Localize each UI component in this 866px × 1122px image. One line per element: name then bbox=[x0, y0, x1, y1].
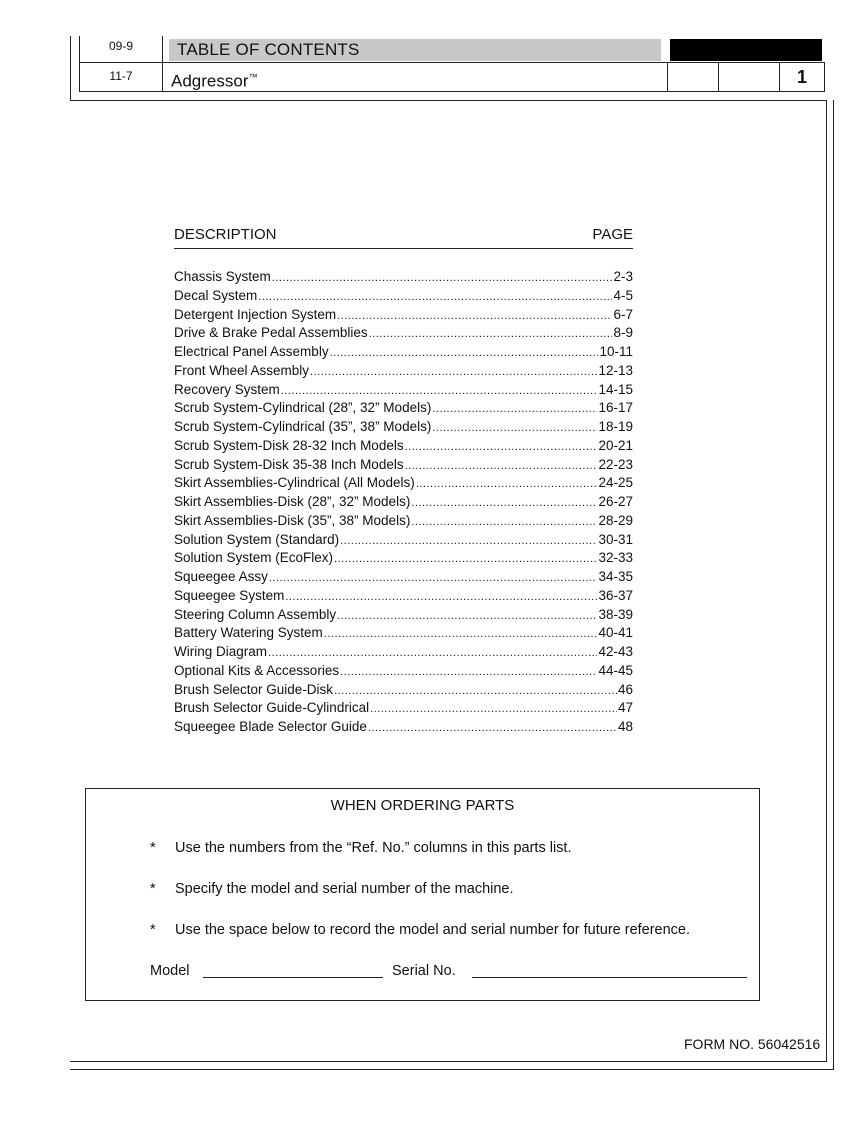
toc-dot-leader bbox=[272, 268, 613, 287]
toc-dot-leader bbox=[368, 718, 617, 737]
toc-dot-leader bbox=[258, 287, 612, 306]
toc-dot-leader bbox=[310, 362, 597, 381]
toc-entry-page: 28-29 bbox=[598, 512, 633, 528]
toc-dot-leader bbox=[285, 587, 597, 606]
toc-entry-title: Scrub System-Disk 35-38 Inch Models bbox=[174, 456, 404, 472]
toc-dot-leader bbox=[330, 343, 599, 362]
toc-entry-page: 46 bbox=[617, 681, 633, 697]
toc-entry-page: 48 bbox=[617, 719, 633, 734]
toc-dot-leader bbox=[334, 681, 617, 700]
toc-column-description: DESCRIPTION bbox=[174, 226, 277, 243]
toc-entry bbox=[174, 362, 633, 381]
toc-entry-title: Detergent Injection System bbox=[174, 306, 337, 322]
toc-dot-leader bbox=[369, 324, 613, 343]
toc-entry-page: 14-15 bbox=[598, 381, 633, 397]
toc-entry-title: Scrub System-Cylindrical (28”, 32” Models) bbox=[174, 400, 432, 416]
revision-code-bottom: 11-7 bbox=[79, 62, 163, 92]
toc-entry-page: 44-45 bbox=[598, 662, 633, 678]
toc-entry bbox=[174, 493, 633, 512]
toc-dot-leader bbox=[370, 699, 617, 718]
toc-entry bbox=[174, 624, 633, 643]
toc-entry-title: Brush Selector Guide-Disk bbox=[174, 681, 334, 697]
toc-entry bbox=[174, 287, 633, 306]
toc-entry bbox=[174, 399, 633, 418]
toc-entry-page: 32-33 bbox=[598, 550, 633, 566]
toc-entry bbox=[174, 568, 633, 587]
toc-entry-title: Electrical Panel Assembly bbox=[174, 344, 329, 359]
toc-dot-leader bbox=[405, 437, 598, 456]
ordering-bullet-text: Use the space below to record the model and serial number for future reference. bbox=[175, 922, 691, 938]
toc-entry-title: Brush Selector Guide-Cylindrical bbox=[174, 700, 370, 716]
toc-entry bbox=[174, 343, 633, 362]
toc-entry-page: 42-43 bbox=[598, 644, 633, 659]
toc-entry bbox=[174, 606, 633, 625]
toc-entry-page: 18-19 bbox=[598, 419, 633, 434]
frame-line-bottom-inner bbox=[70, 1061, 827, 1062]
toc-entry-title: Scrub System-Disk 28-32 Inch Models bbox=[174, 437, 404, 453]
toc-dot-leader bbox=[405, 456, 598, 475]
ordering-parts-box bbox=[85, 788, 760, 1001]
toc-entry-page: 26-27 bbox=[598, 494, 633, 509]
ordering-title: WHEN ORDERING PARTS bbox=[330, 797, 515, 814]
toc-dot-leader bbox=[334, 549, 597, 568]
toc-entry-title: Decal System bbox=[174, 287, 258, 303]
toc-dot-leader bbox=[324, 624, 598, 643]
toc-entry-page: 10-11 bbox=[599, 344, 633, 359]
page-header bbox=[79, 36, 825, 92]
toc-column-page: PAGE bbox=[592, 226, 633, 243]
toc-entry-title: Scrub System-Cylindrical (35”, 38” Models) bbox=[174, 419, 432, 434]
toc-entry-page: 47 bbox=[617, 700, 633, 716]
toc-entry-page: 36-37 bbox=[598, 587, 633, 603]
toc-entry-page: 22-23 bbox=[598, 456, 633, 472]
toc-entry bbox=[174, 437, 633, 456]
table-of-contents bbox=[174, 226, 633, 737]
toc-entry-title: Squeegee Blade Selector Guide bbox=[174, 719, 367, 734]
ordering-bullet bbox=[150, 881, 514, 897]
toc-entry bbox=[174, 418, 633, 437]
toc-dot-leader bbox=[432, 418, 597, 437]
ordering-bullet-text: Use the numbers from the “Ref. No.” columns in this parts list. bbox=[175, 840, 572, 856]
trademark-symbol: ™ bbox=[248, 72, 258, 82]
serial-number-write-in-line[interactable] bbox=[472, 977, 747, 978]
model-write-in-line[interactable] bbox=[203, 977, 383, 978]
toc-entry bbox=[174, 587, 633, 606]
toc-entry-page: 40-41 bbox=[598, 625, 633, 641]
toc-entry bbox=[174, 531, 633, 550]
page-number: 1 bbox=[779, 62, 825, 92]
bullet-star: * bbox=[150, 881, 156, 897]
toc-dot-leader bbox=[340, 662, 597, 681]
toc-dot-leader bbox=[432, 399, 597, 418]
toc-entry bbox=[174, 681, 633, 700]
toc-entry-page: 24-25 bbox=[598, 475, 633, 491]
toc-entry-title: Steering Column Assembly bbox=[174, 606, 337, 622]
toc-entry-title: Skirt Assemblies-Disk (35”, 38” Models) bbox=[174, 512, 411, 528]
ordering-bullet-text: Specify the model and serial number of the machine. bbox=[175, 881, 514, 897]
frame-line-right-outer bbox=[833, 100, 834, 1070]
toc-dot-leader bbox=[337, 606, 597, 625]
toc-entry-page: 2-3 bbox=[613, 269, 633, 284]
toc-entry bbox=[174, 306, 633, 325]
page-title: TABLE OF CONTENTS bbox=[169, 39, 661, 61]
toc-entry bbox=[174, 662, 633, 681]
toc-entry bbox=[174, 456, 633, 475]
toc-entry bbox=[174, 699, 633, 718]
bullet-star: * bbox=[150, 922, 156, 938]
toc-entry-title: Drive & Brake Pedal Assemblies bbox=[174, 325, 368, 341]
toc-entry-title: Skirt Assemblies-Disk (28”, 32” Models) bbox=[174, 494, 411, 509]
frame-line-bottom-outer bbox=[70, 1069, 834, 1070]
toc-entry-page: 16-17 bbox=[598, 400, 633, 416]
toc-entry bbox=[174, 381, 633, 400]
toc-entry-page: 34-35 bbox=[598, 569, 633, 584]
toc-entry-page: 20-21 bbox=[598, 437, 633, 453]
toc-dot-leader bbox=[411, 493, 597, 512]
toc-dot-leader bbox=[281, 381, 598, 400]
toc-entry-page: 6-7 bbox=[613, 306, 633, 322]
toc-entry-page: 38-39 bbox=[598, 606, 633, 622]
toc-dot-leader bbox=[411, 512, 597, 531]
form-number: FORM NO. 56042516 bbox=[684, 1036, 821, 1052]
toc-entry-title: Optional Kits & Accessories bbox=[174, 662, 340, 678]
toc-entry bbox=[174, 549, 633, 568]
toc-entry-page: 8-9 bbox=[613, 325, 633, 341]
toc-entry bbox=[174, 268, 633, 287]
toc-entry-title: Chassis System bbox=[174, 269, 271, 284]
bullet-star: * bbox=[150, 840, 156, 856]
toc-entry-title: Solution System (EcoFlex) bbox=[174, 550, 334, 566]
product-name-text: Adgressor bbox=[171, 71, 249, 91]
toc-header bbox=[174, 226, 633, 249]
toc-entry-title: Battery Watering System bbox=[174, 625, 323, 641]
ordering-bullet bbox=[150, 840, 571, 856]
revision-code-top: 09-9 bbox=[79, 36, 163, 62]
frame-line-right-inner bbox=[826, 100, 827, 1062]
toc-entry bbox=[174, 324, 633, 343]
toc-entry-title: Wiring Diagram bbox=[174, 644, 268, 659]
toc-dot-leader bbox=[337, 306, 612, 325]
toc-entry-title: Front Wheel Assembly bbox=[174, 362, 310, 378]
toc-dot-leader bbox=[340, 531, 597, 550]
toc-entry-title: Squeegee System bbox=[174, 587, 285, 603]
toc-entry-page: 4-5 bbox=[613, 287, 633, 303]
toc-list bbox=[174, 268, 633, 737]
toc-dot-leader bbox=[268, 643, 597, 662]
toc-entry-page: 12-13 bbox=[598, 362, 633, 378]
header-black-block bbox=[670, 39, 822, 61]
toc-dot-leader bbox=[269, 568, 598, 587]
model-label: Model bbox=[150, 963, 190, 979]
toc-dot-leader bbox=[416, 474, 598, 493]
toc-entry bbox=[174, 512, 633, 531]
serial-number-label: Serial No. bbox=[392, 963, 456, 979]
toc-entry-title: Skirt Assemblies-Cylindrical (All Models) bbox=[174, 475, 415, 491]
toc-entry-title: Recovery System bbox=[174, 381, 280, 397]
header-empty-cell-1 bbox=[667, 62, 719, 92]
ordering-bullet bbox=[150, 922, 690, 938]
toc-entry bbox=[174, 643, 633, 662]
toc-entry bbox=[174, 474, 633, 493]
frame-line-left bbox=[70, 36, 71, 100]
header-empty-cell-2 bbox=[718, 62, 780, 92]
frame-line-top bbox=[70, 100, 827, 101]
product-name bbox=[163, 62, 667, 92]
toc-entry-title: Solution System (Standard) bbox=[174, 531, 340, 547]
toc-entry-title: Squeegee Assy bbox=[174, 569, 268, 584]
toc-entry bbox=[174, 718, 633, 737]
toc-entry-page: 30-31 bbox=[598, 531, 633, 547]
